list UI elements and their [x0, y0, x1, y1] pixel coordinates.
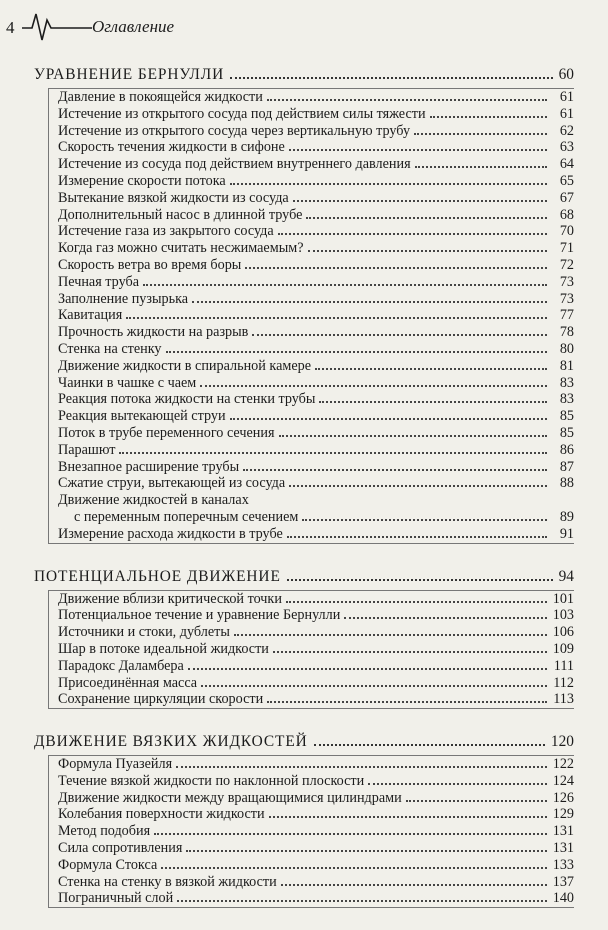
toc-entry[interactable] [58, 658, 574, 675]
toc-entry-title: Скорость течения жидкости в сифоне [58, 139, 285, 156]
section-entries [48, 88, 574, 544]
leader-dots [368, 783, 547, 785]
leader-dots [308, 250, 547, 252]
toc-entry-page: 112 [553, 674, 574, 691]
section-entries [48, 590, 574, 710]
toc-entry-page: 65 [559, 172, 574, 189]
toc-entry[interactable] [58, 307, 574, 324]
toc-entry-title: Вытекание вязкой жидкости из сосуда [58, 189, 289, 206]
toc-entry-title: Истечение из сосуда под действием внутреннего давления [58, 156, 411, 173]
leader-dots [287, 579, 553, 581]
toc-entry[interactable] [58, 607, 574, 624]
toc-entry-title: Чаинки в чашке с чаем [58, 374, 197, 391]
toc-entry-page: 111 [553, 657, 574, 674]
toc-entry-page: 133 [552, 856, 574, 873]
leader-dots [278, 233, 547, 235]
toc-entry-page: 83 [559, 374, 574, 391]
toc-entry[interactable] [58, 324, 574, 341]
toc-entry[interactable] [58, 274, 574, 291]
toc-entry-title: Сохранение циркуляции скорости [58, 691, 264, 708]
leader-dots [281, 884, 547, 886]
toc-entry-title: Когда газ можно считать несжимаемым? [58, 240, 304, 257]
leader-dots [245, 267, 547, 269]
leader-dots [279, 435, 547, 437]
toc-entry[interactable] [58, 442, 574, 459]
toc-entry-title: Сжатие струи, вытекающей из сосуда [58, 475, 286, 492]
toc-entry[interactable] [58, 459, 574, 476]
toc-entry[interactable] [58, 641, 574, 658]
toc-entry-page: 80 [559, 340, 574, 357]
section-entries [48, 755, 574, 908]
toc-entry[interactable] [58, 823, 574, 840]
toc-entry[interactable] [58, 425, 574, 442]
leader-dots [186, 850, 547, 852]
toc-entry-title: Прочность жидкости на разрыв [58, 324, 249, 341]
toc-entry-title: Формула Пуазейля [58, 756, 173, 773]
section-title: ПОТЕНЦИАЛЬНОЕ ДВИЖЕНИЕ [34, 567, 281, 585]
toc-entry-page: 68 [559, 206, 574, 223]
toc-entry[interactable] [58, 526, 574, 543]
toc-entry-page: 87 [559, 458, 574, 475]
leader-dots [166, 351, 548, 353]
toc-entry-page: 62 [559, 122, 574, 139]
toc-entry[interactable] [58, 139, 574, 156]
toc-entry-title: Печная труба [58, 273, 139, 290]
header-title: Оглавление [92, 17, 175, 36]
toc-entry-title: Движение вблизи критической точки [58, 590, 282, 607]
toc-entry[interactable] [58, 391, 574, 408]
leader-dots [234, 634, 547, 636]
leader-dots [273, 651, 547, 653]
toc-entry-page: 72 [559, 256, 574, 273]
toc-entry[interactable] [58, 156, 574, 173]
leader-dots [293, 200, 547, 202]
leader-dots [414, 133, 547, 135]
toc-entry-page: 63 [559, 139, 574, 156]
toc-entry-title: Формула Стокса [58, 856, 158, 873]
toc-entry-title: Метод подобия [58, 823, 151, 840]
toc-entry-title: Измерение скорости потока [58, 172, 226, 189]
toc-entry-page: 78 [559, 324, 574, 341]
toc-entry[interactable] [58, 240, 574, 257]
toc-entry-page: 131 [552, 823, 574, 840]
toc-entry-title: Шар в потоке идеальной жидкости [58, 640, 269, 657]
toc-entry-title: Истечение газа из закрытого сосуда [58, 223, 274, 240]
toc-entry[interactable] [58, 207, 574, 224]
toc-entry-title: Источники и стоки, дублеты [58, 624, 230, 641]
toc-entry[interactable] [58, 475, 574, 492]
leader-dots [201, 685, 547, 687]
toc-entry[interactable] [58, 790, 574, 807]
toc-entry-title: Поток в трубе переменного сечения [58, 424, 275, 441]
toc-entry[interactable] [58, 408, 574, 425]
toc-entry-title: Реакция потока жидкости на стенки трубы [58, 391, 316, 408]
leader-dots [319, 401, 547, 403]
toc-section [0, 64, 608, 544]
toc-entry[interactable] [58, 375, 574, 392]
leader-dots [200, 385, 547, 387]
leader-dots [289, 149, 547, 151]
toc-entry-title: Измерение расхода жидкости в трубе [58, 525, 283, 542]
toc-entry-title: Колебания поверхности жидкости [58, 806, 265, 823]
toc-entry-page: 124 [552, 772, 574, 789]
leader-dots [267, 99, 547, 101]
toc-entry[interactable] [58, 773, 574, 790]
toc-entry-page: 81 [559, 357, 574, 374]
section-page: 60 [558, 66, 574, 83]
toc-entry-page: 122 [552, 756, 574, 773]
leader-dots [286, 601, 547, 603]
table-of-contents [0, 64, 608, 930]
toc-entry-page: 70 [559, 223, 574, 240]
toc-entry-page: 106 [552, 624, 574, 641]
toc-entry-page: 88 [559, 475, 574, 492]
leader-dots [344, 617, 547, 619]
toc-entry[interactable] [58, 675, 574, 692]
toc-entry-title: Стенка на стенку в вязкой жидкости [58, 873, 277, 890]
leader-dots [154, 833, 547, 835]
toc-entry-page: 86 [559, 441, 574, 458]
toc-entry-title: Заполнение пузырька [58, 290, 189, 307]
toc-entry-page: 101 [552, 590, 574, 607]
toc-entry-title-cont: с переменным поперечным сечением [74, 508, 299, 525]
toc-entry-page: 129 [552, 806, 574, 823]
leader-dots [252, 334, 547, 336]
toc-entry[interactable] [58, 123, 574, 140]
toc-entry[interactable] [58, 890, 574, 907]
toc-entry[interactable] [58, 840, 574, 857]
toc-entry-page: 113 [553, 691, 574, 708]
toc-entry-page: 83 [559, 391, 574, 408]
toc-entry-title: Присоединённая масса [58, 674, 198, 691]
toc-entry-title: Парашют [58, 441, 116, 458]
toc-entry-page: 73 [559, 273, 574, 290]
section-page: 94 [558, 567, 574, 585]
toc-entry[interactable] [58, 173, 574, 190]
leader-dots [126, 317, 547, 319]
page-number: 4 [6, 18, 15, 37]
toc-entry-page: 131 [552, 840, 574, 857]
leader-dots [177, 900, 547, 902]
toc-entry-title: Дополнительный насос в длинной трубе [58, 206, 303, 223]
toc-entry-page: 61 [559, 105, 574, 122]
toc-entry-page: 73 [559, 290, 574, 307]
toc-entry-page: 85 [559, 424, 574, 441]
section-page: 120 [550, 733, 574, 751]
toc-entry-page: 103 [552, 607, 574, 624]
leader-dots [267, 701, 547, 703]
toc-entry-page: 137 [552, 873, 574, 890]
toc-entry[interactable] [58, 756, 574, 773]
toc-entry-page: 126 [552, 789, 574, 806]
toc-section [0, 731, 608, 908]
leader-dots [269, 816, 547, 818]
toc-entry[interactable] [58, 291, 574, 308]
toc-entry-page: 91 [559, 525, 574, 542]
toc-entry[interactable] [58, 806, 574, 823]
toc-entry-page: 61 [559, 89, 574, 105]
toc-entry[interactable] [58, 874, 574, 891]
leader-dots [302, 519, 547, 521]
section-title: УРАВНЕНИЕ БЕРНУЛЛИ [34, 66, 225, 83]
toc-entry-title: Давление в покоящейся жидкости [58, 89, 263, 105]
section-title: ДВИЖЕНИЕ ВЯЗКИХ ЖИДКОСТЕЙ [34, 733, 308, 751]
toc-entry-title: Сила сопротивления [58, 840, 183, 857]
leader-dots [430, 116, 547, 118]
toc-entry-title: Реакция вытекающей струи [58, 408, 226, 425]
page-header [0, 0, 608, 46]
toc-entry-title: Кавитация [58, 307, 123, 324]
toc-entry[interactable] [58, 341, 574, 358]
toc-entry[interactable] [58, 591, 574, 608]
leader-dots [306, 217, 547, 219]
section-heading[interactable] [34, 64, 574, 86]
toc-entry-page: 64 [559, 156, 574, 173]
leader-dots [243, 469, 547, 471]
toc-entry-title: Движение жидкости в спиральной камере [58, 357, 312, 374]
toc-entry-title: Течение вязкой жидкости по наклонной плоскости [58, 772, 365, 789]
toc-entry[interactable] [58, 223, 574, 240]
toc-entry-title: Парадокс Даламбера [58, 657, 184, 674]
leader-dots [415, 166, 547, 168]
toc-entry[interactable] [58, 509, 574, 526]
toc-entry-page: 85 [559, 408, 574, 425]
leader-dots [406, 800, 547, 802]
heartbeat-pulse-icon [22, 8, 92, 44]
toc-entry-title: Пограничный слой [58, 890, 174, 907]
leader-dots [161, 867, 547, 869]
toc-entry-page: 71 [559, 240, 574, 257]
leader-dots [188, 668, 547, 670]
toc-entry-title: Внезапное расширение трубы [58, 458, 240, 475]
leader-dots [230, 183, 547, 185]
toc-entry-title: Истечение из открытого сосуда под действием силы тяжести [58, 105, 426, 122]
leader-dots [315, 368, 547, 370]
toc-section [0, 566, 608, 710]
leader-dots [143, 284, 547, 286]
toc-entry[interactable] [58, 624, 574, 641]
toc-entry[interactable] [58, 857, 574, 874]
section-heading[interactable] [34, 566, 574, 588]
toc-entry-title-line: Движение жидкостей в каналах [58, 492, 249, 509]
toc-entry-page: 140 [552, 890, 574, 907]
leader-dots [230, 77, 552, 79]
toc-entry-title: Стенка на стенку [58, 340, 162, 357]
leader-dots [176, 766, 547, 768]
leader-dots [287, 536, 547, 538]
toc-entry-page: 77 [559, 307, 574, 324]
leader-dots [314, 744, 545, 746]
toc-entry[interactable] [58, 358, 574, 375]
toc-entry[interactable] [58, 106, 574, 123]
toc-entry[interactable] [58, 89, 574, 106]
leader-dots [289, 485, 547, 487]
toc-entry[interactable] [58, 257, 574, 274]
toc-entry[interactable] [58, 691, 574, 708]
toc-entry-page: 67 [559, 189, 574, 206]
toc-entry[interactable] [58, 190, 574, 207]
toc-entry-page: 109 [552, 640, 574, 657]
leader-dots [192, 301, 547, 303]
leader-dots [119, 452, 547, 454]
toc-entry-title: Скорость ветра во время боры [58, 256, 242, 273]
toc-entry-title: Потенциальное течение и уравнение Бернулли [58, 607, 341, 624]
leader-dots [230, 418, 547, 420]
toc-entry-title: Истечение из открытого сосуда через вертикальную трубу [58, 122, 411, 139]
section-heading[interactable] [34, 731, 574, 753]
toc-entry-title: Движение жидкости между вращающимися цилиндрами [58, 789, 402, 806]
toc-entry-page: 89 [559, 508, 574, 525]
